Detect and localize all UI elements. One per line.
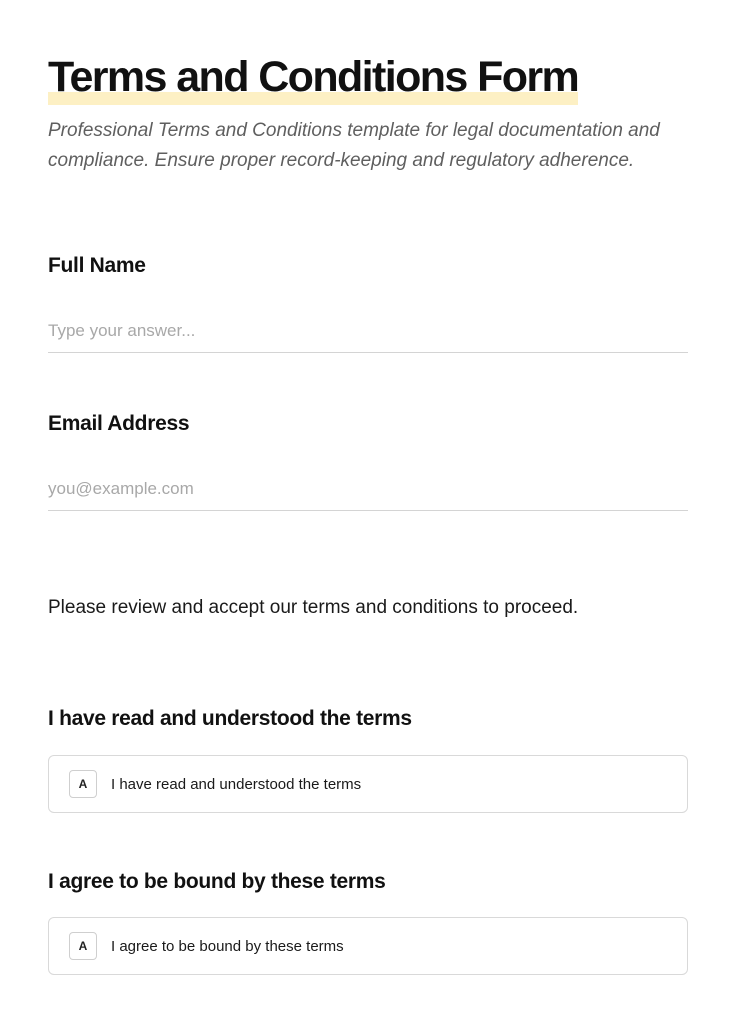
form-description: Professional Terms and Conditions template for legal documentation and compliance. Ensure proper record-keeping and regulatory adherence. (48, 120, 660, 171)
question-read-terms-label: I have read and understood the terms (48, 707, 412, 730)
title-wrap (48, 52, 578, 105)
choice-label: I have read and understood the terms (111, 775, 362, 793)
terms-statement: Please review and accept our terms and conditions to proceed. (48, 597, 579, 618)
page-title: Terms and Conditions Form (48, 52, 578, 105)
email-label: Email Address (48, 412, 190, 435)
choice-key-badge: A (69, 932, 97, 960)
choice-agree-terms[interactable] (48, 917, 688, 975)
choice-read-terms[interactable] (48, 755, 688, 813)
choice-label: I agree to be bound by these terms (111, 937, 344, 955)
full-name-input[interactable] (48, 309, 688, 353)
full-name-label: Full Name (48, 254, 146, 277)
email-input[interactable] (48, 467, 688, 511)
question-agree-terms-label: I agree to be bound by these terms (48, 870, 386, 893)
choice-key-badge: A (69, 770, 97, 798)
